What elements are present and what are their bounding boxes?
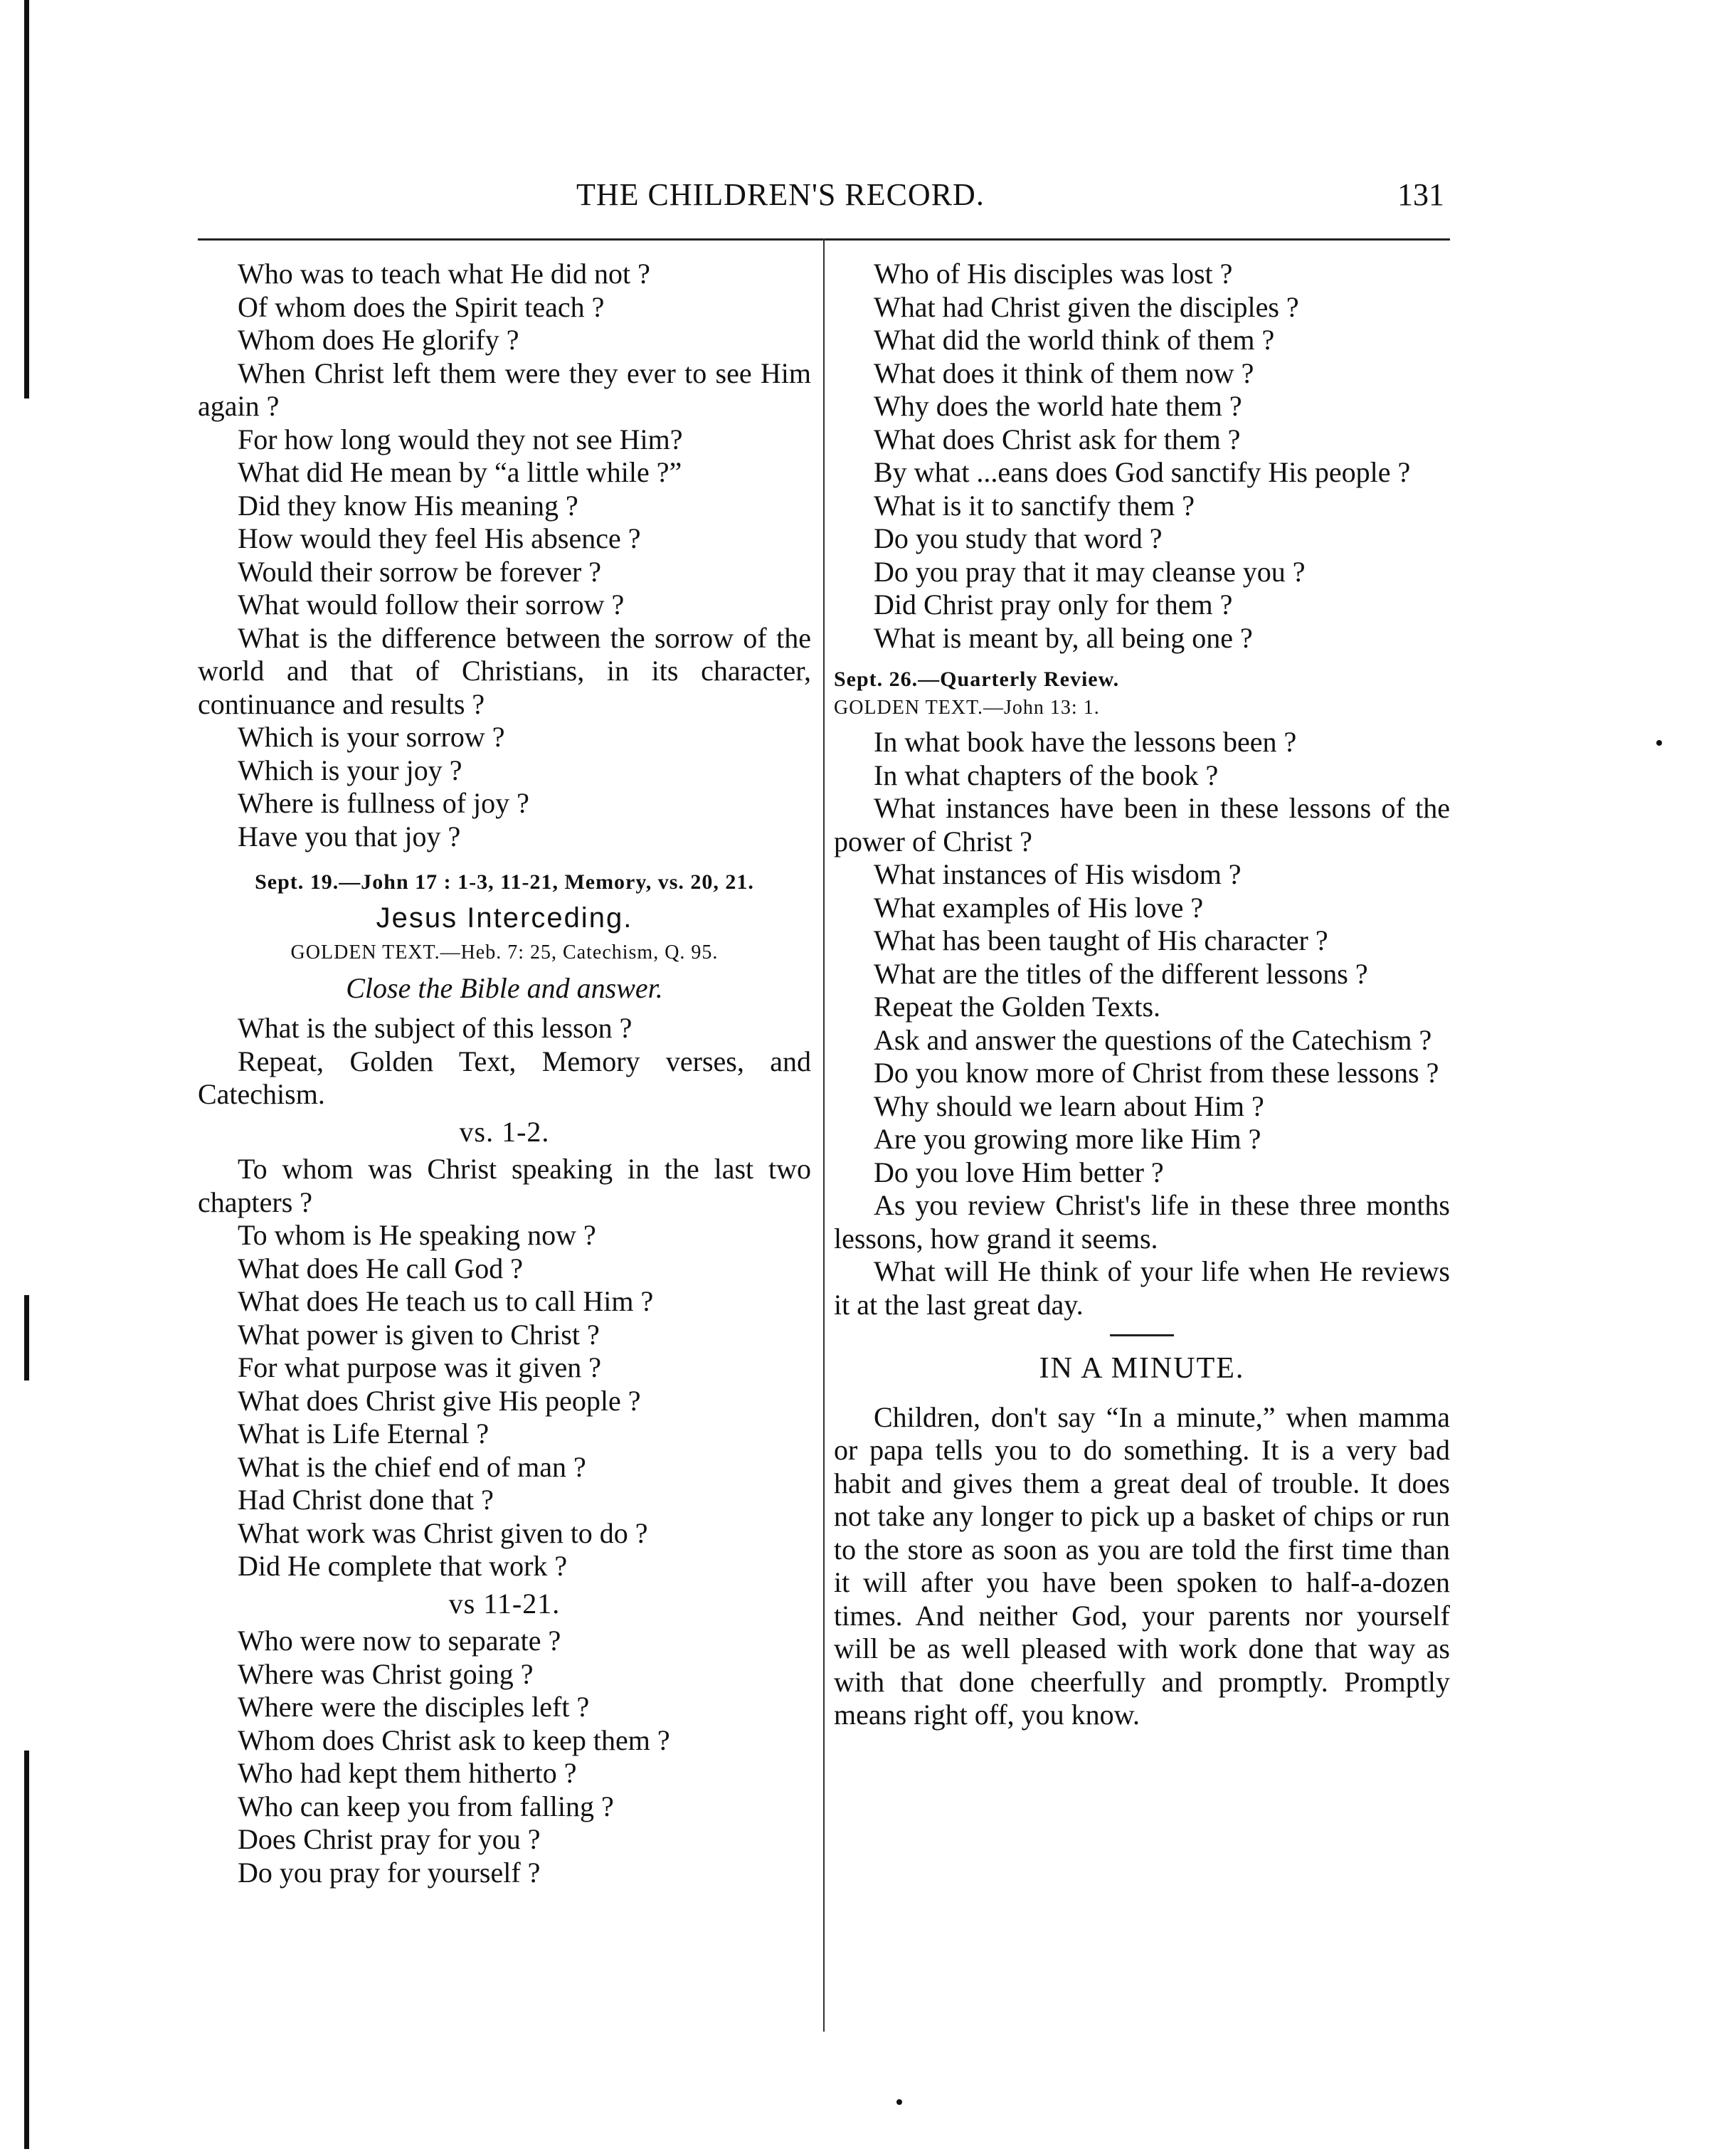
question-list xyxy=(198,1625,811,1889)
scan-speck xyxy=(896,2099,902,2105)
question-line: Do you pray that it may cleanse you ? xyxy=(874,555,1306,588)
question-line: Do you know more of Christ from these lessons ? xyxy=(874,1057,1439,1089)
question-line: Had Christ done that ? xyxy=(238,1484,494,1516)
question-list xyxy=(834,726,1450,1321)
question-line: What will He think of your life when He reviews it at the last great day. xyxy=(834,1255,1450,1321)
question-line: Of whom does the Spirit teach ? xyxy=(238,290,605,323)
question-line: Have you that joy ? xyxy=(238,820,461,852)
left-column xyxy=(198,258,811,1889)
question-line: Would their sorrow be forever ? xyxy=(238,555,602,588)
column-divider xyxy=(823,238,825,2032)
question-line: Why does the world hate them ? xyxy=(874,390,1242,422)
question-line: Where is fullness of joy ? xyxy=(238,787,529,819)
question-line: What instances of His wisdom ? xyxy=(874,858,1242,890)
page-number: 131 xyxy=(1397,177,1444,212)
question-line: Repeat the Golden Texts. xyxy=(874,991,1161,1023)
question-line: Where were the disciples left ? xyxy=(238,1691,590,1723)
question-line: Why should we learn about Him ? xyxy=(874,1089,1264,1122)
question-line: What has been taught of His character ? xyxy=(874,924,1328,956)
question-list xyxy=(198,1153,811,1583)
review-heading: Sept. 26.—Quarterly Review. xyxy=(834,667,1120,691)
question-list xyxy=(198,258,811,853)
question-line: What would follow their sorrow ? xyxy=(238,588,625,621)
question-line: In what book have the lessons been ? xyxy=(874,726,1297,758)
question-line: Does Christ pray for you ? xyxy=(238,1823,541,1855)
question-line: As you review Christ's life in these three months lessons, how grand it seems. xyxy=(834,1189,1450,1255)
question-line: What is the chief end of man ? xyxy=(238,1450,586,1483)
question-line: Repeat, Golden Text, Memory verses, and Catechism. xyxy=(198,1045,811,1110)
question-line: What is the difference between the sorrow of the world and that of Christians, in its character, continuance and results ? xyxy=(198,621,811,720)
question-line: To whom is He speaking now ? xyxy=(238,1219,596,1251)
question-line: For how long would they not see Him? xyxy=(238,423,683,455)
question-line: What does it think of them now ? xyxy=(874,357,1254,389)
running-title: THE CHILDREN'S RECORD. xyxy=(576,177,985,212)
question-line: What work was Christ given to do ? xyxy=(238,1516,648,1549)
question-line: What power is given to Christ ? xyxy=(238,1318,600,1351)
question-line: What had Christ given the disciples ? xyxy=(874,290,1299,323)
question-line: What instances have been in these lessons of the power of Christ ? xyxy=(834,792,1450,857)
question-line: What is the subject of this lesson ? xyxy=(238,1012,633,1044)
golden-text: GOLDEN TEXT.—John 13: 1. xyxy=(834,697,1100,719)
question-line: Where was Christ going ? xyxy=(238,1657,534,1690)
question-line: What does Christ give His people ? xyxy=(238,1384,641,1417)
question-line: To whom was Christ speaking in the last two chapters ? xyxy=(198,1153,811,1218)
question-line: Whom does Christ ask to keep them ? xyxy=(238,1723,670,1756)
verse-heading: vs. 1-2. xyxy=(459,1115,550,1148)
article-title: IN A MINUTE. xyxy=(1039,1352,1245,1385)
question-line: Ask and answer the questions of the Catechism ? xyxy=(874,1023,1432,1056)
instruction: Close the Bible and answer. xyxy=(346,971,663,1004)
section-rule xyxy=(1110,1334,1174,1336)
question-list xyxy=(834,258,1450,655)
question-line: Which is your joy ? xyxy=(238,754,462,786)
question-line: Whom does He glorify ? xyxy=(238,324,519,356)
scan-edge-mark xyxy=(24,1295,29,1380)
question-line: Do you pray for yourself ? xyxy=(238,1856,541,1889)
right-column xyxy=(834,258,1450,1732)
question-line: What does He call God ? xyxy=(238,1252,523,1284)
question-line: What examples of His love ? xyxy=(874,891,1204,924)
question-line: Did He complete that work ? xyxy=(238,1550,568,1582)
verse-heading: vs 11-21. xyxy=(448,1587,561,1620)
question-line: Do you love Him better ? xyxy=(874,1156,1164,1188)
scan-speck xyxy=(1656,740,1662,746)
question-line: What are the titles of the different lessons ? xyxy=(874,957,1368,990)
question-line: What does He teach us to call Him ? xyxy=(238,1285,654,1317)
question-line: Who can keep you from falling ? xyxy=(238,1790,614,1822)
question-line: What is Life Eternal ? xyxy=(238,1417,489,1450)
question-line: When Christ left them were they ever to see Him again ? xyxy=(198,357,811,422)
question-line: Do you study that word ? xyxy=(874,522,1163,554)
question-line: Who was to teach what He did not ? xyxy=(238,258,650,290)
question-line: What did the world think of them ? xyxy=(874,324,1275,356)
question-line: Did they know His meaning ? xyxy=(238,489,578,522)
page-header xyxy=(192,176,1444,226)
question-line: By what ...eans does God sanctify His people ? xyxy=(874,456,1411,488)
question-line: Are you growing more like Him ? xyxy=(874,1123,1261,1155)
question-line: What is it to sanctify them ? xyxy=(874,489,1195,522)
question-line: In what chapters of the book ? xyxy=(874,759,1219,791)
golden-text: GOLDEN TEXT.—Heb. 7: 25, Catechism, Q. 95. xyxy=(290,941,719,964)
article-body: Children, don't say “In a minute,” when mamma or papa tells you to do something. It is a very bad habit and gives them a great deal of trouble. It does not take any longer to pick up a basket of chips or run to the store as soon as you are told the first time than it will after you have been spoken to half-a-dozen times. And neither God, your parents nor yourself will be as well pleased with work done that way as with that done cheerfully and promptly. Promptly means right off, you know. xyxy=(834,1400,1450,1731)
question-line: Who of His disciples was lost ? xyxy=(874,258,1233,290)
question-line: What is meant by, all being one ? xyxy=(874,621,1253,654)
question-line: Did Christ pray only for them ? xyxy=(874,588,1233,621)
lesson-heading: Sept. 19.—John 17 : 1-3, 11-21, Memory, vs. 20, 21. xyxy=(255,870,754,894)
question-line: What does Christ ask for them ? xyxy=(874,423,1241,455)
question-line: How would they feel His absence ? xyxy=(238,522,641,554)
scan-edge-mark xyxy=(24,1751,29,2149)
question-list xyxy=(198,1012,811,1112)
question-line: Who had kept them hitherto ? xyxy=(238,1757,577,1789)
question-line: Which is your sorrow ? xyxy=(238,721,505,753)
question-line: For what purpose was it given ? xyxy=(238,1351,602,1383)
question-line: Who were now to separate ? xyxy=(238,1625,561,1657)
scan-edge-mark xyxy=(24,0,29,398)
question-line: What did He mean by “a little while ?” xyxy=(238,456,682,488)
lesson-title: Jesus Interceding. xyxy=(376,902,633,934)
